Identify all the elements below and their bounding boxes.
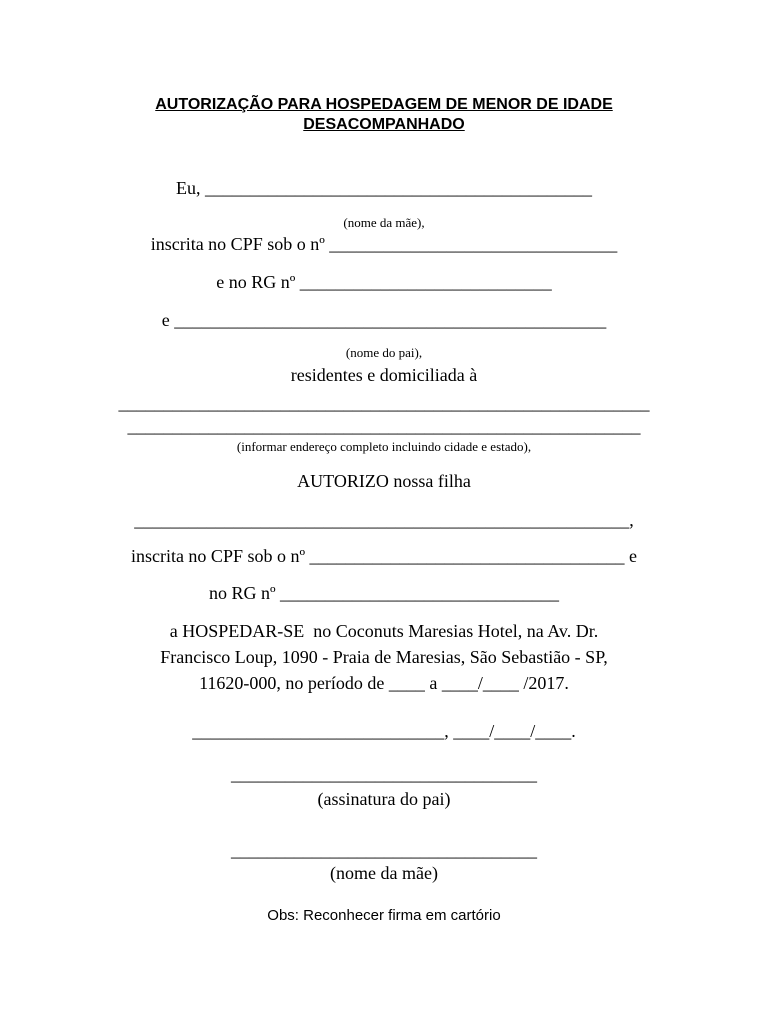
authorization-statement: AUTORIZO nossa filha [297, 471, 471, 491]
mother-name-caption: (nome da mãe), [343, 215, 425, 230]
father-name-field: e ________________________________________________ [161, 310, 607, 330]
mother-cpf-field: inscrita no CPF sob o nº ________________________________ [150, 234, 618, 254]
daughter-rg-field: no RG nº _______________________________ [208, 583, 560, 603]
place-date-field: ____________________________, ____/____/____. [192, 721, 576, 741]
address-field-line-2: _________________________________________________________ [127, 416, 641, 436]
hotel-paragraph-line-1: a HOSPEDAR-SE no Coconuts Maresias Hotel, na Av. Dr. [169, 621, 599, 641]
daughter-name-field: _______________________________________________________, [134, 510, 634, 530]
daughter-cpf-field: inscrita no CPF sob o nº ___________________________________ e [130, 546, 638, 566]
document-title-line-2: DESACOMPANHADO [303, 116, 465, 133]
mother-name-signature-line: __________________________________ [231, 840, 537, 860]
notary-note: Obs: Reconhecer firma em cartório [267, 907, 501, 924]
mother-name-signature-caption: (nome da mãe) [330, 863, 438, 883]
hotel-paragraph-line-3: 11620-000, no período de ____ a ____/____ /2017. [199, 673, 569, 693]
mother-name-field: Eu, ___________________________________________ [176, 178, 592, 198]
hotel-paragraph-line-2: Francisco Loup, 1090 - Praia de Maresias, São Sebastião - SP, [160, 647, 608, 667]
address-field-line-1: ___________________________________________________________ [118, 393, 650, 413]
address-caption: (informar endereço completo incluindo cidade e estado), [236, 439, 532, 454]
residence-label: residentes e domiciliada à [290, 365, 478, 385]
father-signature-line: __________________________________ [231, 764, 537, 784]
father-signature-caption: (assinatura do pai) [317, 789, 451, 809]
document-title-line-1: AUTORIZAÇÃO PARA HOSPEDAGEM DE MENOR DE IDADE [155, 96, 613, 113]
father-name-caption: (nome do pai), [345, 345, 423, 360]
mother-rg-field: e no RG nº ____________________________ [216, 272, 552, 292]
